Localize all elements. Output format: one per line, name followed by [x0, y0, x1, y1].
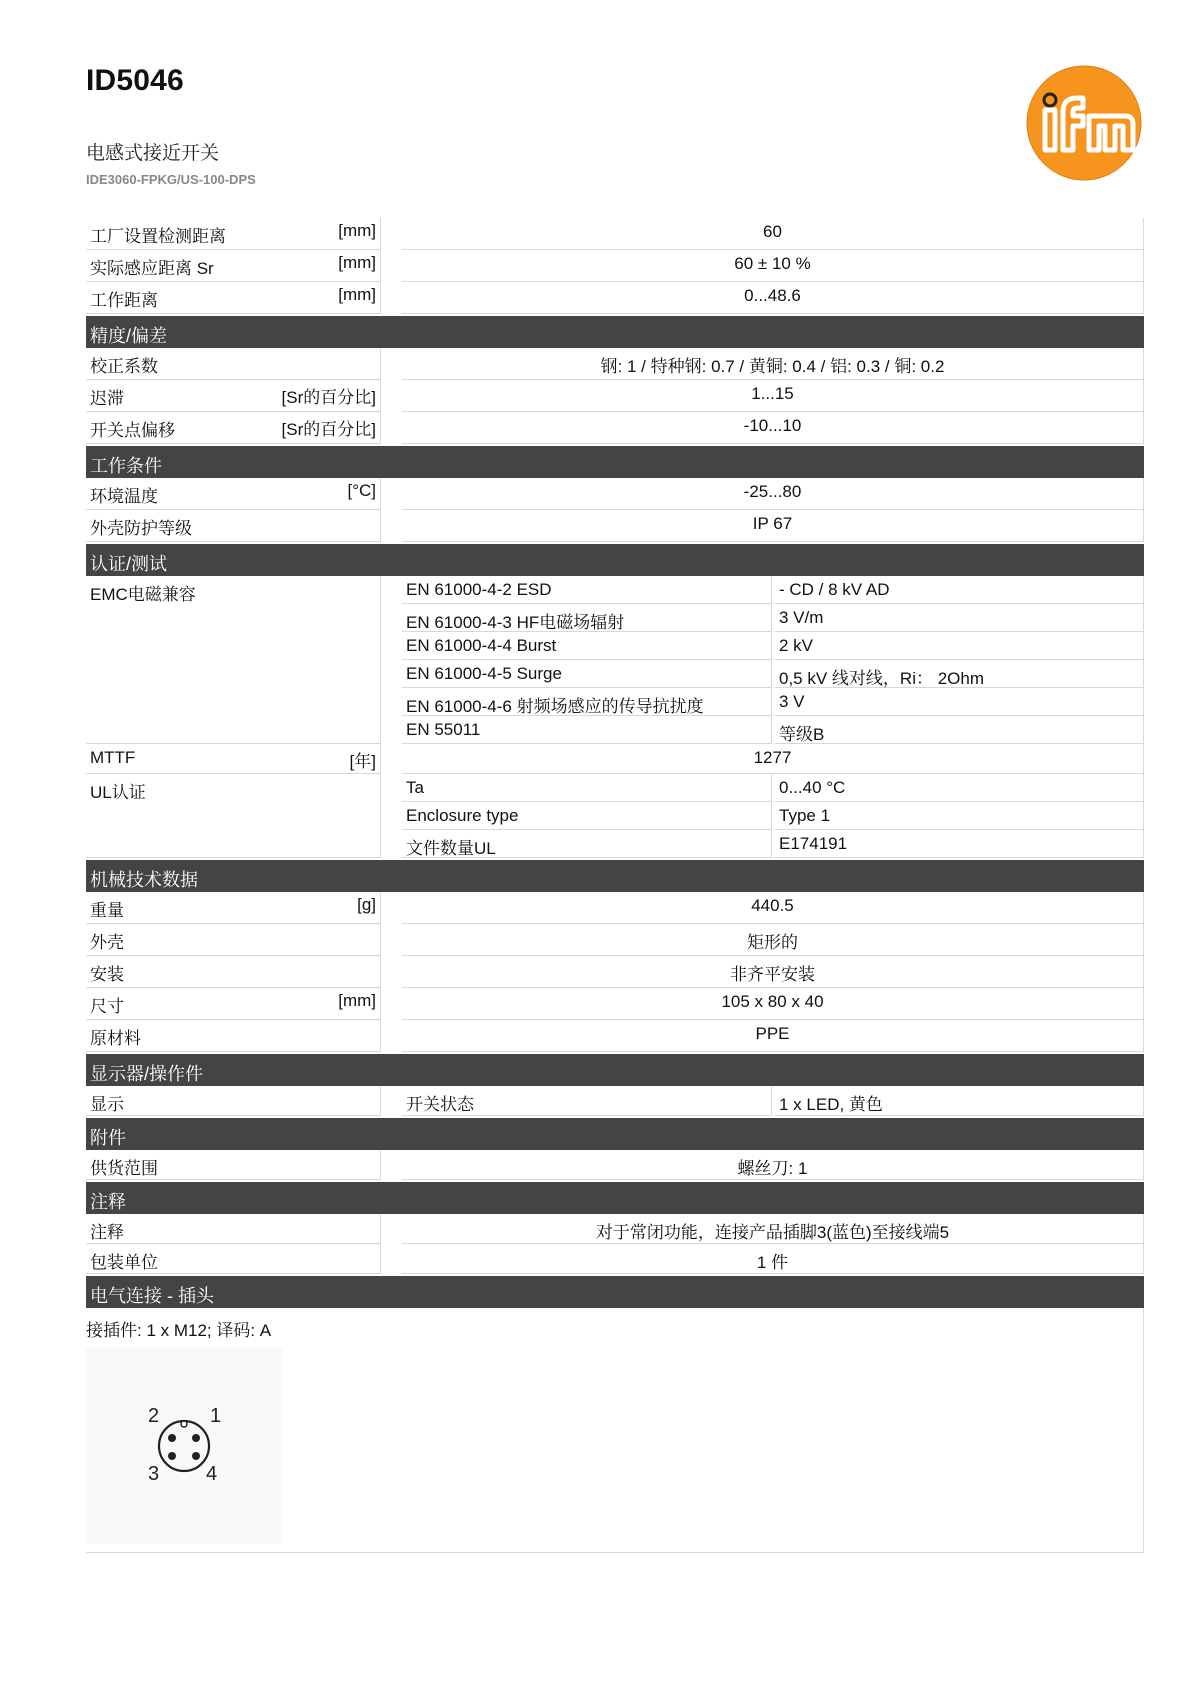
section-header-accuracy: 精度/偏差 — [86, 316, 1144, 348]
spec-label: 包装单位 — [90, 1253, 158, 1272]
spec-label: 校正系数 — [90, 357, 158, 376]
pin-label: 3 — [148, 1463, 160, 1485]
ifm-logo — [1025, 64, 1143, 182]
section-header-connection: 电气连接 - 插头 — [86, 1276, 1144, 1308]
spec-row — [86, 348, 1144, 380]
ul-key: 文件数量UL — [406, 839, 496, 858]
m12-connector-icon — [86, 1348, 282, 1544]
connector-pinout-diagram — [86, 1348, 282, 1544]
emc-value: 2 kV — [779, 636, 814, 655]
spec-row — [86, 744, 1144, 774]
spec-row — [86, 478, 1144, 510]
spec-unit: [Sr的百分比] — [281, 388, 376, 407]
section-header-mechanical: 机械技术数据 — [86, 860, 1144, 892]
spec-value: 105 x 80 x 40 — [721, 992, 824, 1011]
emc-value: 0,5 kV 线对线，Ri： 2Ohm — [779, 669, 984, 688]
spec-row — [86, 380, 1144, 412]
display-value: 1 x LED, 黄色 — [779, 1095, 883, 1114]
spec-value: 对于常闭功能，连接产品插脚3(蓝色)至接线端5 — [595, 1223, 950, 1242]
spec-row — [86, 1086, 1144, 1116]
emc-standard: EN 61000-4-4 Burst — [406, 636, 557, 655]
spec-unit: [mm] — [338, 253, 376, 272]
spec-value: 1 件 — [756, 1253, 789, 1272]
spec-label: 重量 — [90, 901, 124, 920]
pin-label: 2 — [148, 1405, 160, 1427]
spec-row — [86, 1150, 1144, 1180]
spec-label: 安装 — [90, 965, 124, 984]
connector-description: 接插件: 1 x M12; 译码: A — [86, 1321, 272, 1340]
spec-label: 外壳 — [90, 933, 124, 952]
spec-label: MTTF — [90, 748, 136, 767]
section-header-accessories: 附件 — [86, 1118, 1144, 1150]
spec-label: 环境温度 — [90, 487, 158, 506]
spec-label: 尺寸 — [90, 997, 124, 1016]
ul-block — [86, 774, 1144, 858]
section-header-approvals: 认证/测试 — [86, 544, 1144, 576]
spec-row — [86, 892, 1144, 924]
ul-value: Type 1 — [779, 806, 831, 825]
ul-value: 0...40 °C — [779, 778, 846, 797]
spec-label: 外壳防护等级 — [90, 519, 192, 538]
spec-row — [86, 412, 1144, 444]
ul-value: E174191 — [779, 834, 848, 853]
emc-standard: EN 61000-4-6 射频场感应的传导抗扰度 — [406, 697, 704, 716]
spec-value: 0...48.6 — [744, 286, 801, 305]
emc-standard: EN 61000-4-3 HF电磁场辐射 — [406, 613, 625, 632]
section-header-operating: 工作条件 — [86, 446, 1144, 478]
spec-value: 60 ± 10 % — [734, 254, 811, 273]
spec-row — [86, 1244, 1144, 1274]
emc-value: 等级B — [779, 725, 825, 744]
spec-value: IP 67 — [752, 514, 793, 533]
spec-value: -10...10 — [743, 416, 802, 435]
spec-label: EMC电磁兼容 — [90, 585, 196, 604]
pin-label: 4 — [206, 1463, 218, 1485]
product-type: 电感式接近开关 — [86, 143, 220, 164]
emc-standard: EN 55011 — [406, 720, 481, 739]
section-header-display: 显示器/操作件 — [86, 1054, 1144, 1086]
product-code: IDE3060-FPKG/US-100-DPS — [86, 172, 256, 187]
spec-label: 工作距离 — [90, 291, 158, 310]
spec-unit: [mm] — [338, 991, 376, 1010]
spec-row — [86, 282, 1144, 314]
spec-unit: [Sr的百分比] — [281, 420, 376, 439]
spec-value: -25...80 — [743, 482, 802, 501]
spec-value: 非齐平安装 — [730, 965, 815, 984]
emc-standard: EN 61000-4-5 Surge — [406, 664, 562, 683]
spec-row — [86, 510, 1144, 542]
spec-label: 工厂设置检测距离 — [90, 227, 226, 246]
ul-key: Enclosure type — [406, 806, 519, 825]
spec-unit: [年] — [349, 752, 376, 771]
spec-label: 迟滞 — [90, 389, 124, 408]
emc-block — [86, 576, 1144, 744]
spec-label: 实际感应距离 Sr — [90, 259, 214, 278]
spec-row — [86, 1020, 1144, 1052]
spec-label: UL认证 — [90, 783, 146, 802]
spec-unit: [°C] — [347, 481, 376, 500]
spec-label: 注释 — [90, 1223, 124, 1242]
spec-value: 1277 — [753, 748, 792, 767]
pin-label: 1 — [210, 1405, 222, 1427]
emc-value: 3 V — [779, 692, 805, 711]
spec-unit: [mm] — [338, 221, 376, 240]
spec-value: 440.5 — [751, 896, 794, 915]
spec-row — [86, 250, 1144, 282]
spec-label: 显示 — [90, 1095, 124, 1114]
spec-value: 矩形的 — [747, 933, 798, 952]
spec-row — [86, 988, 1144, 1020]
spec-table — [86, 218, 1144, 1553]
spec-value: 60 — [763, 222, 782, 241]
emc-standard: EN 61000-4-2 ESD — [406, 580, 552, 599]
spec-unit: [g] — [357, 895, 376, 914]
emc-value: - CD / 8 kV AD — [779, 580, 890, 599]
spec-label: 开关点偏移 — [90, 421, 175, 440]
connection-area — [86, 1308, 1144, 1553]
spec-value: 钢: 1 / 特种钢: 0.7 / 黄铜: 0.4 / 铝: 0.3 / 铜: 0.2 — [600, 357, 945, 376]
product-id: ID5046 — [86, 64, 184, 97]
spec-unit: [mm] — [338, 285, 376, 304]
ul-key: Ta — [406, 778, 424, 797]
spec-label: 供货范围 — [90, 1159, 158, 1178]
spec-row — [86, 218, 1144, 250]
spec-label: 原材料 — [90, 1029, 141, 1048]
display-key: 开关状态 — [406, 1095, 474, 1114]
section-header-notes: 注释 — [86, 1182, 1144, 1214]
spec-value: 螺丝刀: 1 — [737, 1159, 808, 1178]
spec-value: PPE — [755, 1024, 790, 1043]
spec-row — [86, 956, 1144, 988]
spec-row — [86, 1214, 1144, 1244]
spec-value: 1...15 — [751, 384, 794, 403]
spec-row — [86, 924, 1144, 956]
emc-value: 3 V/m — [779, 608, 824, 627]
